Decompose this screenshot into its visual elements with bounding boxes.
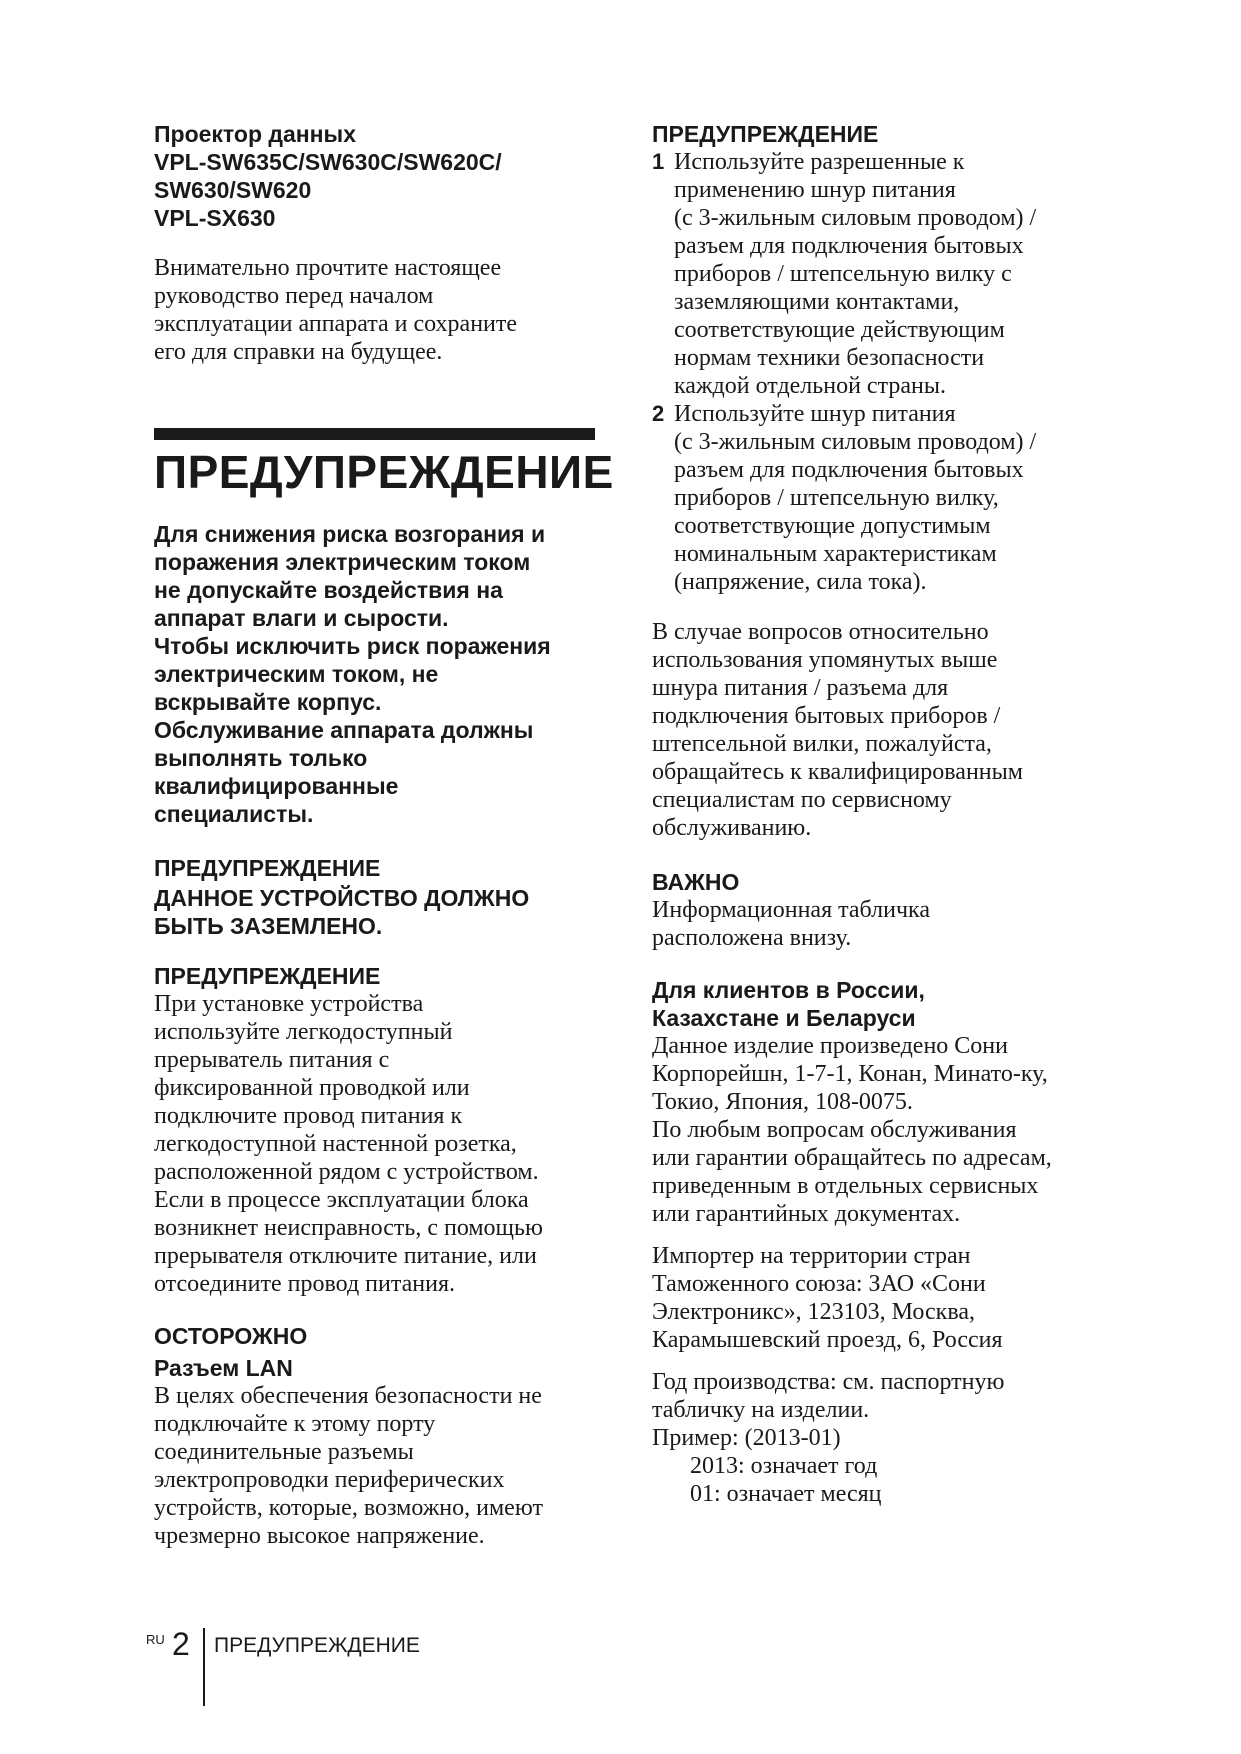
- important-heading: ВАЖНО: [652, 869, 740, 895]
- text-line: подключите провод питания к: [154, 1103, 463, 1129]
- breaker-heading: ПРЕДУПРЕЖДЕНИЕ: [154, 963, 381, 989]
- page-title: ПРЕДУПРЕЖДЕНИЕ: [154, 446, 614, 498]
- example-line: 2013: означает год: [690, 1453, 878, 1479]
- text-line: специалистам по сервисному: [652, 787, 952, 813]
- text-line: SW630/SW620: [154, 177, 312, 203]
- page-number: 2: [172, 1626, 190, 1662]
- text-line: штепсельной вилки, пожалуйста,: [652, 731, 992, 757]
- ground-warning: [154, 884, 609, 940]
- text-line: приведенным в отдельных сервисных: [652, 1173, 1039, 1199]
- text-line: приборов / штепсельную вилку,: [674, 485, 999, 511]
- text-line: нормам техники безопасности: [674, 345, 985, 371]
- text-line: (с 3-жильным силовым проводом) /: [674, 429, 1037, 455]
- text-line: квалифицированные: [154, 773, 399, 799]
- text-line: Таможенного союза: ЗАО «Сони: [652, 1271, 986, 1297]
- text-line: В целях обеспечения безопасности не: [154, 1383, 542, 1409]
- text-line: вскрывайте корпус.: [154, 689, 382, 715]
- text-line: VPL-SW635C/SW630C/SW620C/: [154, 149, 502, 175]
- year-paragraph: [652, 1368, 1112, 1508]
- text-line: Для клиентов в России,: [652, 977, 925, 1003]
- text-line: разъем для подключения бытовых: [674, 457, 1024, 483]
- text-line: номинальным характеристикам: [674, 541, 997, 567]
- text-line: Для снижения риска возгорания и: [154, 521, 546, 547]
- important-paragraph: [652, 896, 1112, 952]
- text-line: подключайте к этому порту: [154, 1411, 436, 1437]
- text-line: возникнет неисправность, с помощью: [154, 1215, 543, 1241]
- list-item: [652, 148, 1112, 400]
- text-line: прерывателя отключите питание, или: [154, 1243, 537, 1269]
- text-line: отсоедините провод питания.: [154, 1271, 456, 1297]
- text-line: используйте легкодоступный: [154, 1019, 453, 1045]
- footer-section-title: ПРЕДУПРЕЖДЕНИЕ: [214, 1634, 420, 1657]
- text-line: заземляющими контактами,: [674, 289, 960, 315]
- list-number: 2: [652, 401, 665, 426]
- text-line: Проектор данных: [154, 121, 356, 147]
- text-line: расположена внизу.: [652, 925, 852, 951]
- power-warning-heading: ПРЕДУПРЕЖДЕНИЕ: [652, 121, 879, 147]
- heading-rule: [154, 428, 595, 440]
- list-item: [652, 400, 1112, 596]
- text-line: Информационная табличка: [652, 897, 930, 923]
- text-line: руководство перед началом: [154, 283, 434, 309]
- text-line: или гарантии обращайтесь по адресам,: [652, 1145, 1052, 1171]
- text-line: табличку на изделии.: [652, 1397, 870, 1423]
- text-line: использования упомянутых выше: [652, 647, 998, 673]
- text-line: Если в процессе эксплуатации блока: [154, 1187, 529, 1213]
- text-line: ДАННОЕ УСТРОЙСТВО ДОЛЖНО: [154, 885, 530, 911]
- text-line: чрезмерно высокое напряжение.: [154, 1523, 485, 1549]
- text-line: поражения электрическим током: [154, 549, 531, 575]
- text-line: прерыватель питания с: [154, 1047, 390, 1073]
- lan-heading: Разъем LAN: [154, 1355, 293, 1381]
- text-line: не допускайте воздействия на: [154, 577, 503, 603]
- text-line: Электроникс», 123103, Москва,: [652, 1299, 976, 1325]
- power-cord-list: [652, 148, 1112, 596]
- text-line: Данное изделие произведено Сони: [652, 1033, 1008, 1059]
- text-line: Токио, Япония, 108-0075.: [652, 1089, 913, 1115]
- example-line: 01: означает месяц: [690, 1481, 882, 1507]
- text-line: При установке устройства: [154, 991, 424, 1017]
- text-line: разъем для подключения бытовых: [674, 233, 1024, 259]
- text-line: Корпорейшн, 1-7-1, Конан, Минато-ку,: [652, 1061, 1048, 1087]
- text-line: VPL-SX630: [154, 205, 276, 231]
- text-line: специалисты.: [154, 801, 314, 827]
- clients-heading: [652, 976, 1112, 1032]
- text-line: В случае вопросов относительно: [652, 619, 989, 645]
- list-number: 1: [652, 149, 665, 174]
- text-line: фиксированной проводкой или: [154, 1075, 470, 1101]
- questions-paragraph: [652, 618, 1112, 842]
- intro-paragraph: [154, 254, 609, 366]
- clients-paragraph: [652, 1032, 1112, 1228]
- caution-heading: ОСТОРОЖНО: [154, 1323, 308, 1349]
- footer-divider: [203, 1628, 205, 1706]
- text-line: подключения бытовых приборов /: [652, 703, 1001, 729]
- text-line: его для справки на будущее.: [154, 339, 443, 365]
- text-line: Чтобы исключить риск поражения: [154, 633, 551, 659]
- text-line: применению шнур питания: [674, 177, 956, 203]
- text-line: соединительные разъемы: [154, 1439, 414, 1465]
- text-line: электрическим током, не: [154, 661, 439, 687]
- text-line: Обслуживание аппарата должны: [154, 717, 534, 743]
- text-line: каждой отдельной страны.: [674, 373, 946, 399]
- ground-heading: ПРЕДУПРЕЖДЕНИЕ: [154, 855, 381, 881]
- text-line: расположенной рядом с устройством.: [154, 1159, 539, 1185]
- hazard-warning: [154, 520, 609, 828]
- product-title: [154, 120, 609, 232]
- text-line: (напряжение, сила тока).: [674, 569, 927, 595]
- breaker-paragraph: [154, 990, 609, 1298]
- left-column: [154, 120, 614, 1550]
- text-line: устройств, которые, возможно, имеют: [154, 1495, 543, 1521]
- text-line: (с 3-жильным силовым проводом) /: [674, 205, 1037, 231]
- text-line: шнура питания / разъема для: [652, 675, 949, 701]
- text-line: или гарантийных документах.: [652, 1201, 961, 1227]
- language-code: RU: [146, 1632, 165, 1647]
- text-line: Казахстане и Беларуси: [652, 1005, 916, 1031]
- text-line: Карамышевский проезд, 6, Россия: [652, 1327, 1003, 1353]
- text-line: Используйте разрешенные к: [674, 149, 965, 175]
- text-line: обращайтесь к квалифицированным: [652, 759, 1023, 785]
- text-line: Импортер на территории стран: [652, 1243, 971, 1269]
- text-line: обслуживанию.: [652, 815, 812, 841]
- text-line: соответствующие действующим: [674, 317, 1005, 343]
- text-line: БЫТЬ ЗАЗЕМЛЕНО.: [154, 913, 383, 939]
- text-line: эксплуатации аппарата и сохраните: [154, 311, 518, 337]
- text-line: Используйте шнур питания: [674, 401, 956, 427]
- text-line: По любым вопросам обслуживания: [652, 1117, 1017, 1143]
- text-line: электропроводки периферических: [154, 1467, 505, 1493]
- importer-paragraph: [652, 1242, 1112, 1354]
- text-line: Год производства: см. паспортную: [652, 1369, 1005, 1395]
- right-column: [652, 120, 1112, 1508]
- text-line: соответствующие допустимым: [674, 513, 991, 539]
- text-line: приборов / штепсельную вилку с: [674, 261, 1012, 287]
- lan-paragraph: [154, 1382, 609, 1550]
- text-line: выполнять только: [154, 745, 368, 771]
- text-line: Внимательно прочтите настоящее: [154, 255, 502, 281]
- text-line: легкодоступной настенной розетка,: [154, 1131, 517, 1157]
- text-line: Пример: (2013-01): [652, 1425, 841, 1451]
- text-line: аппарат влаги и сырости.: [154, 605, 449, 631]
